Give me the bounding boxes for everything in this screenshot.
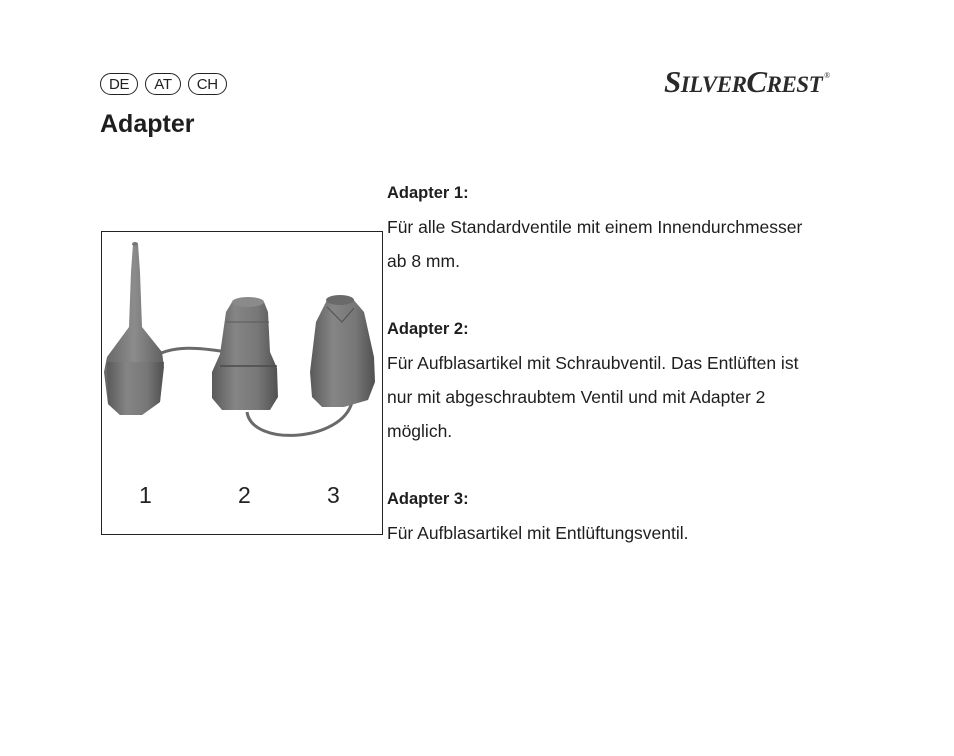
adapter-2-shape xyxy=(212,297,278,410)
figure-label-1: 1 xyxy=(139,482,152,508)
adapter-2-text-line: nur mit abgeschraubtem Ventil und mit Adapter 2 xyxy=(387,387,766,407)
adapter-1-text-line: ab 8 mm. xyxy=(387,251,460,271)
adapter-3-heading: Adapter 3: xyxy=(387,490,469,508)
adapter-3-section xyxy=(387,482,867,550)
adapter-1-section xyxy=(387,176,867,278)
adapter-2-text-line: Für Aufblasartikel mit Schraubventil. Das Entlüften ist xyxy=(387,353,799,373)
page-title: Adapter xyxy=(100,110,195,138)
adapter-1-text-line: Für alle Standardventile mit einem Innendurchmesser xyxy=(387,217,803,237)
adapter-2-section xyxy=(387,312,867,448)
adapter-3-text-line: Für Aufblasartikel mit Entlüftungsventil. xyxy=(387,523,689,543)
adapter-figure xyxy=(101,231,383,535)
adapter-1-shape xyxy=(104,242,164,415)
figure-label-2: 2 xyxy=(238,482,251,508)
adapter-descriptions xyxy=(387,176,867,584)
country-badge-at: AT xyxy=(145,73,180,95)
country-badges xyxy=(100,73,227,95)
strap-1-2 xyxy=(152,348,227,358)
adapter-3-shape xyxy=(310,295,375,407)
adapter-2-text-line: möglich. xyxy=(387,421,453,441)
adapter-2-heading: Adapter 2: xyxy=(387,320,469,338)
country-badge-ch: CH xyxy=(188,73,227,95)
trademark-symbol: ® xyxy=(824,71,830,80)
country-badge-de: DE xyxy=(100,73,138,95)
brand-logo: SILVERCREST ® xyxy=(664,64,830,99)
figure-label-3: 3 xyxy=(327,482,340,508)
adapter-1-heading: Adapter 1: xyxy=(387,184,469,202)
